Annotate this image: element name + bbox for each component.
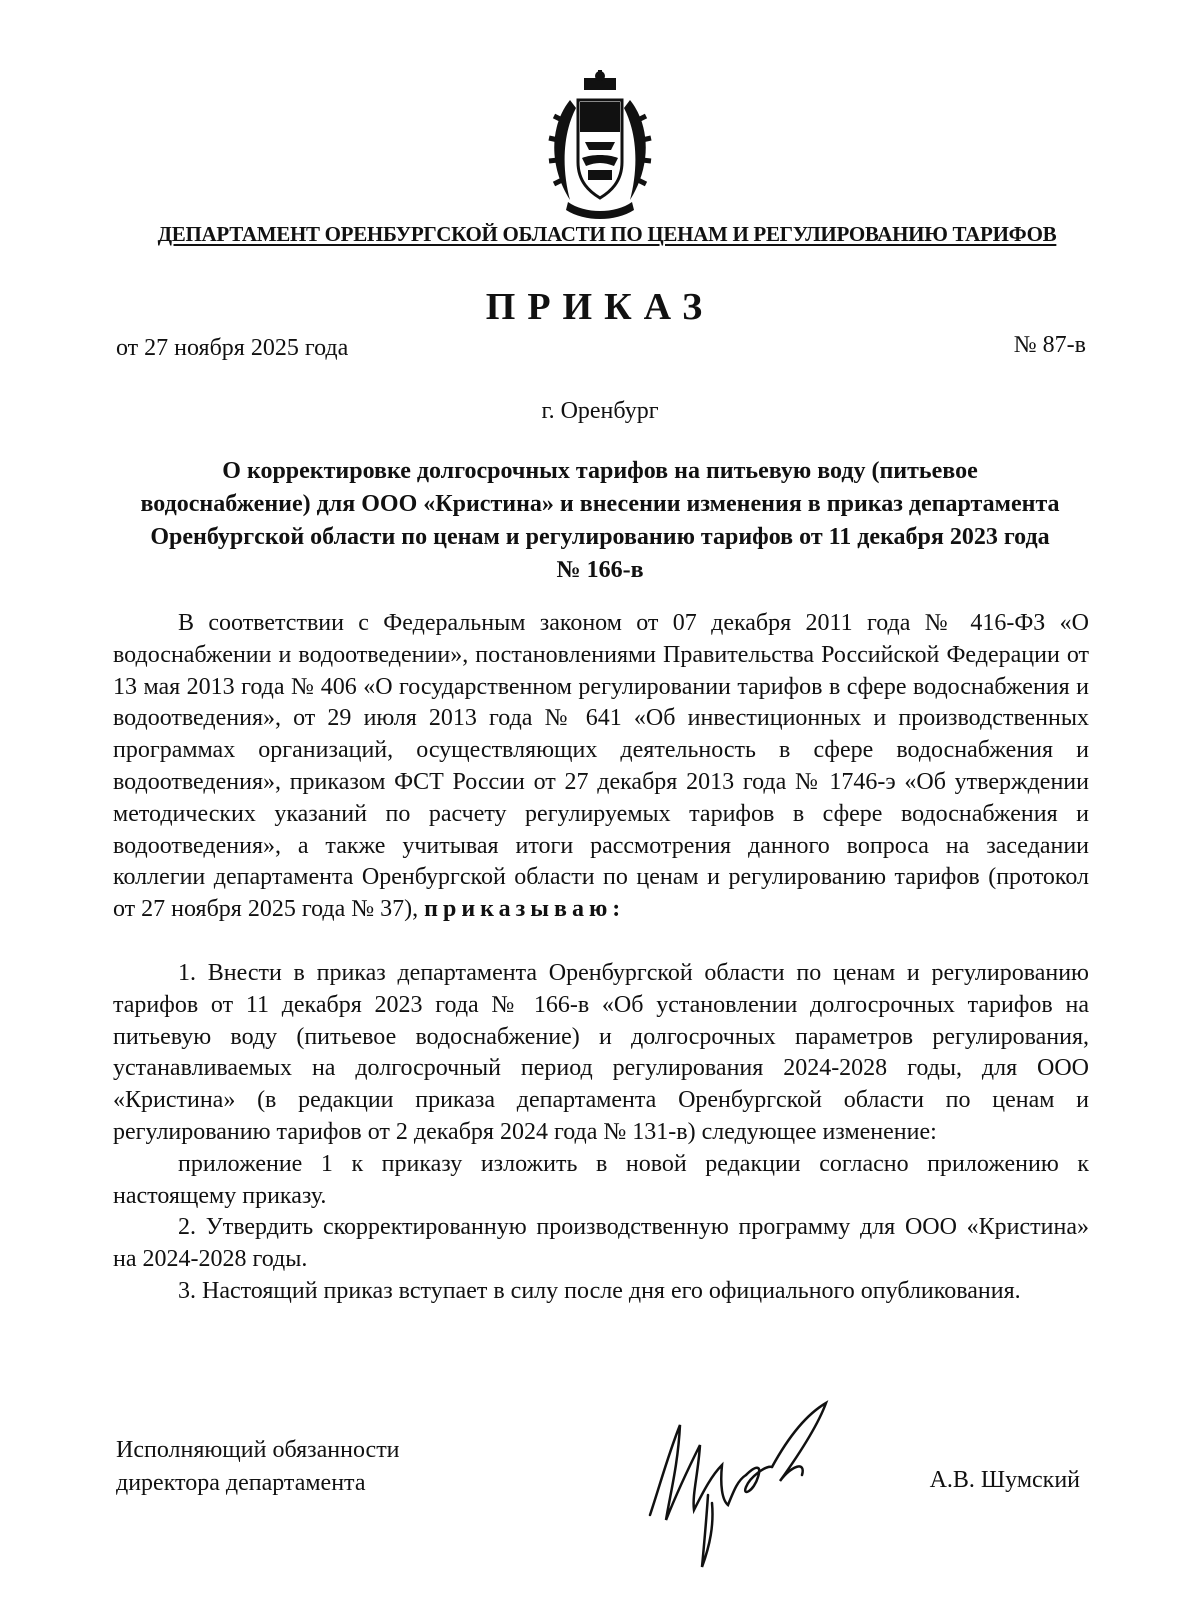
document-number: № 87-в <box>1013 332 1086 358</box>
item-3: 3. Настоящий приказ вступает в силу после дня его официального опубликования. <box>178 1277 1021 1304</box>
document-subject: О корректировке долгосрочных тарифов на питьевую воду (питьевое водоснабжение) для ООО «Кристина» и внесении изменения в приказ департамента Оренбургской области по ценам и регулированию тарифов от 11 декабря 2023 года № 166-в <box>140 458 1060 583</box>
document-body <box>113 608 1089 1308</box>
department-header: ДЕПАРТАМЕНТ ОРЕНБУРГСКОЙ ОБЛАСТИ ПО ЦЕНАМ И РЕГУЛИРОВАНИЮ ТАРИФОВ <box>157 222 1057 246</box>
document-date: от 27 ноября 2025 года <box>116 335 349 361</box>
preamble-paragraph <box>113 608 1089 926</box>
preamble-text: В соответствии с Федеральным законом от 07 декабря 2011 года № 416-ФЗ «О водоснабжении и водоотведении», постановлениями Правительства Российской Федерации от 13 мая 2013 года № 406 «О государственном регулировании тарифов в сфере водоснабжения и водоотведения», от 29 июля 2013 года № 641 «Об инвестиционных и производственных программах организаций, осуществляющих деятельность в сфере водоснабжения и водоотведения», приказом ФСТ России от 27 декабря 2013 года № 1746-э «Об утверждении методических указаний по расчету регулируемых тарифов в сфере водоснабжения и водоотведения», а также учитывая итоги рассмотрения данного вопроса на заседании коллегии департамента Оренбургской области по ценам и регулированию тарифов (протокол от 27 ноября 2025 года № 37), <box>113 610 1089 923</box>
signer-name: А.В. Шумский <box>929 1467 1080 1493</box>
signer-title-line1: Исполняющий обязанности <box>116 1437 400 1463</box>
signer-title <box>116 1434 400 1500</box>
coat-of-arms-icon <box>540 70 660 220</box>
item-1-sub: приложение 1 к приказу изложить в новой редакции согласно приложению к настоящему приказу. <box>113 1150 1089 1209</box>
paragraph-gap <box>113 926 1089 958</box>
signature-icon <box>630 1395 840 1575</box>
item-1: 1. Внести в приказ департамента Оренбургской области по ценам и регулированию тарифов от 11 декабря 2023 года № 166-в «Об установлении долгосрочных тарифов на питьевую воду (питьевое водоснабжение) и долгосрочных параметров регулирования, устанавливаемых на долгосрочный период регулирования 2024-2028 годы, для ООО «Кристина» (в редакции приказа департамента Оренбургской области по ценам и регулированию тарифов от 2 декабря 2024 года № 131-в) следующее изменение: <box>113 959 1089 1145</box>
signer-title-line2: директора департамента <box>116 1470 366 1496</box>
order-word: приказываю: <box>424 896 626 923</box>
document-city: г. Оренбург <box>541 398 659 424</box>
document-title: ПРИКАЗ <box>485 286 715 328</box>
item-2: 2. Утвердить скорректированную производственную программу для ООО «Кристина» на 2024-2028 годы. <box>113 1214 1089 1273</box>
